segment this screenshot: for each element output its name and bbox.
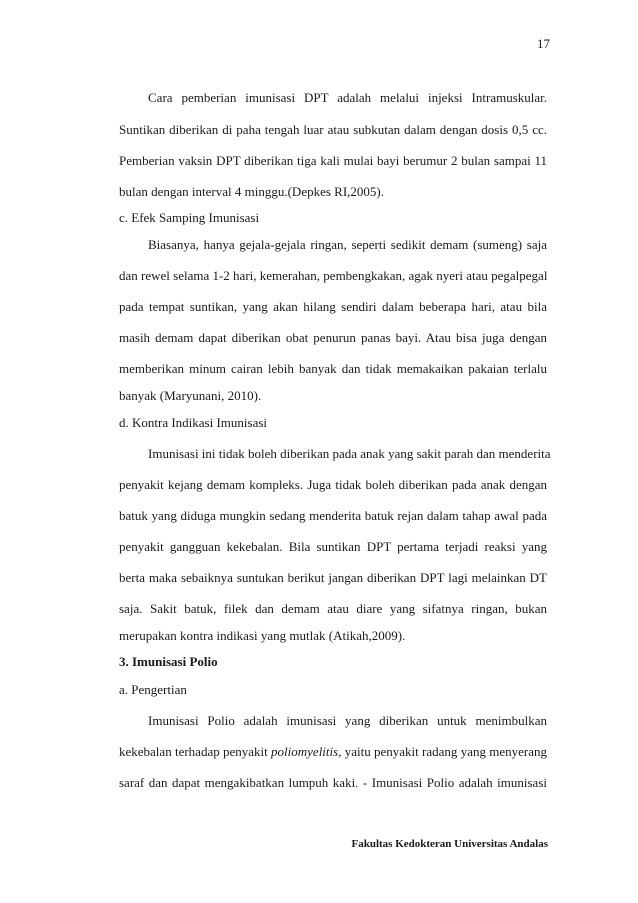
text-line: penyakit gangguan kekebalan. Bila suntikan DPT pertama terjadi reaksi yang xyxy=(119,539,547,554)
text-line: dan rewel selama 1-2 hari, kemerahan, pembengkakan, agak nyeri atau pegalpegal xyxy=(119,268,548,283)
text-line: Imunisasi Polio adalah imunisasi yang diberikan untuk menimbulkan xyxy=(148,713,547,728)
page-number: 17 xyxy=(537,36,550,51)
text-span: yaitu penyakit radang yang menyerang xyxy=(341,744,547,759)
text-line: Pemberian vaksin DPT diberikan tiga kali mulai bayi berumur 2 bulan sampai 11 xyxy=(119,153,547,168)
section-title: 3. Imunisasi Polio xyxy=(119,654,218,669)
text-line xyxy=(119,744,547,760)
section-heading: c. Efek Samping Imunisasi xyxy=(119,210,260,225)
footer-institution: Fakultas Kedokteran Universitas Andalas xyxy=(351,838,548,850)
text-line: saja. Sakit batuk, filek dan demam atau diare yang sifatnya ringan, bukan xyxy=(119,601,547,616)
text-line: berta maka sebaiknya suntukan berikut jangan diberikan DPT lagi melainkan DT xyxy=(119,570,547,585)
text-line: Cara pemberian imunisasi DPT adalah melalui injeksi Intramuskular. xyxy=(148,90,547,105)
text-line: Biasanya, hanya gejala-gejala ringan, seperti sedikit demam (sumeng) saja xyxy=(148,237,547,252)
text-line: masih demam dapat diberikan obat penurun panas bayi. Atau bisa juga dengan xyxy=(119,330,547,345)
section-heading: a. Pengertian xyxy=(119,682,187,697)
text-line: penyakit kejang demam kompleks. Juga tidak boleh diberikan pada anak dengan xyxy=(119,477,547,492)
text-line: Imunisasi ini tidak boleh diberikan pada anak yang sakit parah dan menderita xyxy=(148,446,551,461)
text-line: banyak (Maryunani, 2010). xyxy=(119,388,262,403)
text-span: kekebalan terhadap penyakit xyxy=(119,744,272,759)
italic-term: poliomyelitis, xyxy=(271,744,342,759)
text-line: batuk yang diduga mungkin sedang menderita batuk rejan dalam tahap awal pada xyxy=(119,508,547,523)
section-heading: d. Kontra Indikasi Imunisasi xyxy=(119,415,268,430)
text-line: Suntikan diberikan di paha tengah luar atau subkutan dalam dengan dosis 0,5 cc. xyxy=(119,122,547,137)
text-line: memberikan minum cairan lebih banyak dan tidak memakaikan pakaian terlalu xyxy=(119,361,547,376)
text-line: saraf dan dapat mengakibatkan lumpuh kaki. - Imunisasi Polio adalah imunisasi xyxy=(119,775,547,790)
text-line: merupakan kontra indikasi yang mutlak (Atikah,2009). xyxy=(119,628,406,643)
text-line: bulan dengan interval 4 minggu.(Depkes RI,2005). xyxy=(119,184,384,199)
text-line: pada tempat suntikan, yang akan hilang sendiri dalam beberapa hari, atau bila xyxy=(119,299,547,314)
